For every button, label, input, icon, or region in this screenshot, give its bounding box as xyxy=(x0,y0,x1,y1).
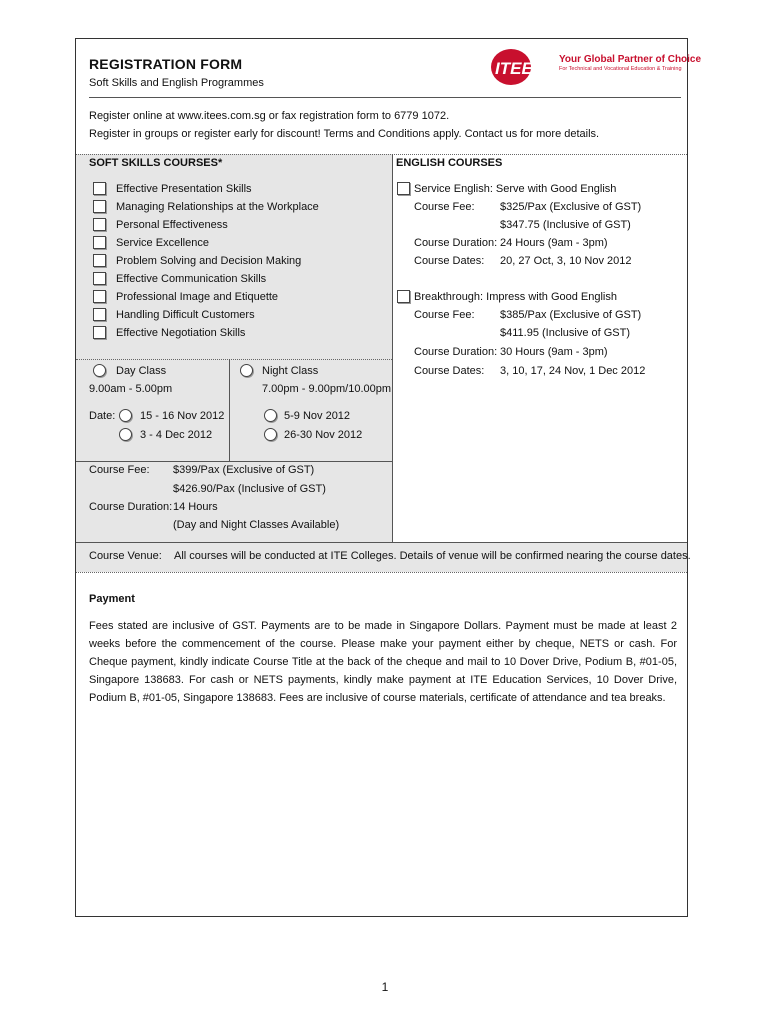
radio-date-day-1[interactable] xyxy=(119,409,132,422)
date-option-label: 5-9 Nov 2012 xyxy=(284,410,351,422)
checkbox-soft-7[interactable] xyxy=(93,290,106,303)
radio-date-day-2[interactable] xyxy=(119,428,132,441)
page-number: 1 xyxy=(381,980,389,994)
english-duration: 24 Hours (9am - 3pm) xyxy=(500,237,608,249)
english-duration-label: Course Duration: xyxy=(414,237,498,249)
checkbox-soft-5[interactable] xyxy=(93,254,106,267)
logo-tagline: Your Global Partner of Choice xyxy=(559,54,702,65)
venue-label: Course Venue: xyxy=(89,550,162,562)
duration-value: 14 Hours xyxy=(173,501,218,513)
fee-label: Course Fee: xyxy=(89,464,150,476)
day-class-time: 9.00am - 5.00pm xyxy=(89,383,173,395)
soft-course-label: Personal Effectiveness xyxy=(116,219,228,231)
english-fee-incl: $347.75 (Inclusive of GST) xyxy=(500,219,631,231)
english-fee-label: Course Fee: xyxy=(414,309,475,321)
day-class-label: Day Class xyxy=(116,365,167,377)
english-course-name: Breakthrough: Impress with Good English xyxy=(414,291,617,303)
fee-inclusive: $426.90/Pax (Inclusive of GST) xyxy=(173,483,326,495)
night-class-label: Night Class xyxy=(262,365,319,377)
soft-skills-heading: SOFT SKILLS COURSES* xyxy=(89,157,223,169)
soft-course-label: Managing Relationships at the Workplace xyxy=(116,201,319,213)
english-fee-excl: $325/Pax (Exclusive of GST) xyxy=(500,201,642,213)
form-title: REGISTRATION FORM xyxy=(89,56,243,72)
radio-date-night-1[interactable] xyxy=(264,409,277,422)
fee-exclusive: $399/Pax (Exclusive of GST) xyxy=(173,464,315,476)
duration-label: Course Duration: xyxy=(89,501,173,513)
english-fee-incl: $411.95 (Inclusive of GST) xyxy=(500,327,631,339)
payment-text: Fees stated are inclusive of GST. Payments are to be made in Singapore Dollars. Payment must be made at least 2 weeks before the commencement of the course. Please make your payment either by cheque, NETS or cash. For Cheque payment, kindly indicate Course Title at the back of the cheque and mail to 10 Dover Drive, Podium B, #01-05, Singapore 138683. For cash or NETS payments, kindly make payment at ITE Education Services, 10 Dover Drive, Podium B, #01-05, Singapore 138683. Fees are inclusive of course materials, certificate of attendance and tea breaks. xyxy=(89,620,677,704)
duration-note: (Day and Night Classes Available) xyxy=(173,519,340,531)
date-option-label: 15 - 16 Nov 2012 xyxy=(140,410,225,422)
radio-day-class[interactable] xyxy=(93,364,106,377)
soft-course-label: Effective Presentation Skills xyxy=(116,183,252,195)
venue-text: All courses will be conducted at ITE Colleges. Details of venue will be confirmed nearing the course dates. xyxy=(174,550,691,562)
checkbox-soft-1[interactable] xyxy=(93,182,106,195)
soft-course-label: Effective Communication Skills xyxy=(116,273,267,285)
date-option-label: 26-30 Nov 2012 xyxy=(284,429,363,441)
intro-line-1: Register online at www.itees.com.sg or fax registration form to 6779 1072. xyxy=(89,110,450,122)
form-frame xyxy=(75,38,702,917)
payment-heading: Payment xyxy=(89,593,135,605)
form-subtitle: Soft Skills and English Programmes xyxy=(89,77,264,89)
english-fee-excl: $385/Pax (Exclusive of GST) xyxy=(500,309,642,321)
english-fee-label: Course Fee: xyxy=(414,201,475,213)
checkbox-soft-4[interactable] xyxy=(93,236,106,249)
soft-course-label: Service Excellence xyxy=(116,237,209,249)
date-label: Date: xyxy=(89,410,116,422)
itees-logo-icon xyxy=(489,47,559,87)
english-course-name: Service English: Serve with Good English xyxy=(414,183,617,195)
checkbox-soft-6[interactable] xyxy=(93,272,106,285)
svg-text:ITEES: ITEES xyxy=(495,59,545,78)
itees-logo xyxy=(489,47,702,87)
header-rule xyxy=(89,97,681,98)
checkbox-english-1[interactable] xyxy=(397,182,410,195)
night-class-time: 7.00pm - 9.00pm/10.00pm xyxy=(262,383,392,395)
english-duration: 30 Hours (9am - 3pm) xyxy=(500,346,608,358)
english-duration-label: Course Duration: xyxy=(414,346,498,358)
checkbox-soft-3[interactable] xyxy=(93,218,106,231)
checkbox-soft-9[interactable] xyxy=(93,326,106,339)
soft-course-label: Problem Solving and Decision Making xyxy=(116,255,302,267)
radio-night-class[interactable] xyxy=(240,364,253,377)
english-dates: 20, 27 Oct, 3, 10 Nov 2012 xyxy=(500,255,632,267)
english-dates-label: Course Dates: xyxy=(414,255,485,267)
english-heading: ENGLISH COURSES xyxy=(396,157,503,169)
date-option-label: 3 - 4 Dec 2012 xyxy=(140,429,213,441)
checkbox-soft-8[interactable] xyxy=(93,308,106,321)
soft-course-label: Handling Difficult Customers xyxy=(116,309,255,321)
soft-course-label: Professional Image and Etiquette xyxy=(116,291,279,303)
soft-course-label: Effective Negotiation Skills xyxy=(116,327,246,339)
english-dates: 3, 10, 17, 24 Nov, 1 Dec 2012 xyxy=(500,365,646,377)
radio-date-night-2[interactable] xyxy=(264,428,277,441)
intro-line-2: Register in groups or register early for discount! Terms and Conditions apply. Contact us for more details. xyxy=(89,128,600,140)
logo-tagline-sub: For Technical and Vocational Education & Training xyxy=(559,66,682,72)
checkbox-english-2[interactable] xyxy=(397,290,410,303)
checkbox-soft-2[interactable] xyxy=(93,200,106,213)
english-dates-label: Course Dates: xyxy=(414,365,485,377)
